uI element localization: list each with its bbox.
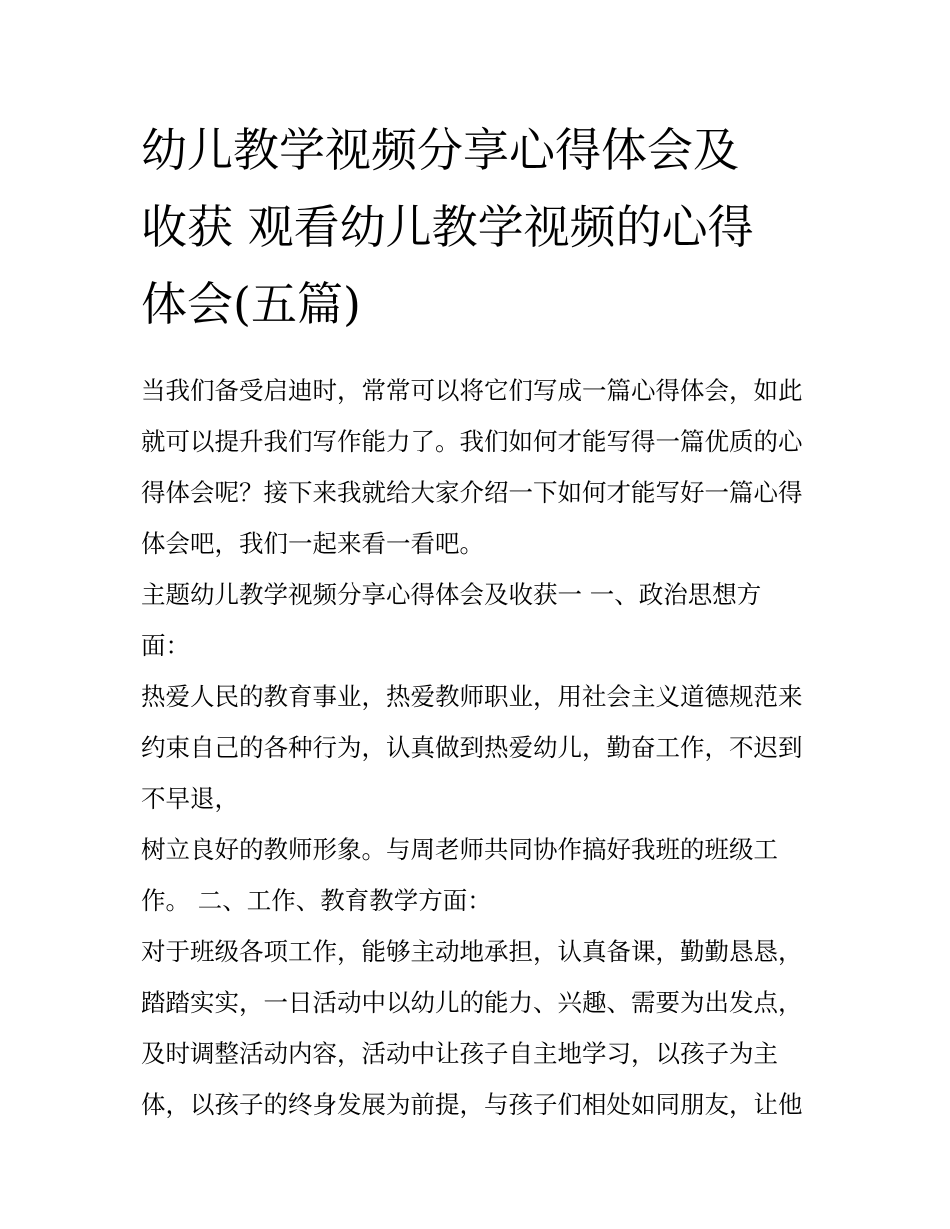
text-line: 体，以孩子的终身发展为前提，与孩子们相处如同朋友，让他 <box>141 1090 803 1119</box>
text-line: 就可以提升我们写作能力了。我们如何才能写得一篇优质的心 <box>141 427 803 456</box>
intro-paragraph <box>141 365 821 569</box>
body-paragraph <box>141 671 821 824</box>
document-body <box>141 365 821 1130</box>
body-paragraph <box>141 926 821 1130</box>
document-title <box>141 112 821 343</box>
text-line: 体会吧，我们一起来看一看吧。 <box>141 529 484 558</box>
text-line: 踏踏实实，一日活动中以幼儿的能力、兴趣、需要为出发点， <box>141 988 803 1017</box>
text-line: 当我们备受启迪时，常常可以将它们写成一篇心得体会，如此 <box>141 376 803 405</box>
title-line: 体会(五篇) <box>141 277 361 331</box>
section-heading-paragraph <box>141 569 821 671</box>
text-line: 面： <box>141 631 190 660</box>
text-line: 对于班级各项工作，能够主动地承担，认真备课，勤勤恳恳， <box>141 937 803 966</box>
document-content <box>141 112 821 1130</box>
body-paragraph <box>141 824 821 926</box>
text-line: 不早退， <box>141 784 239 813</box>
text-line: 树立良好的教师形象。与周老师共同协作搞好我班的班级工 <box>141 835 778 864</box>
text-line: 得体会呢？接下来我就给大家介绍一下如何才能写好一篇心得 <box>141 478 803 507</box>
text-line: 约束自己的各种行为，认真做到热爱幼儿，勤奋工作，不迟到 <box>141 733 803 762</box>
text-line: 热爱人民的教育事业，热爱教师职业，用社会主义道德规范来 <box>141 682 803 711</box>
text-line: 作。 二、工作、教育教学方面： <box>141 886 492 915</box>
text-line: 主题幼儿教学视频分享心得体会及收获一 一、政治思想方 <box>141 580 762 609</box>
text-line: 及时调整活动内容，活动中让孩子自主地学习，以孩子为主 <box>141 1039 778 1068</box>
title-line: 收获 观看幼儿教学视频的心得 <box>141 200 754 254</box>
title-line: 幼儿教学视频分享心得体会及 <box>141 123 739 177</box>
